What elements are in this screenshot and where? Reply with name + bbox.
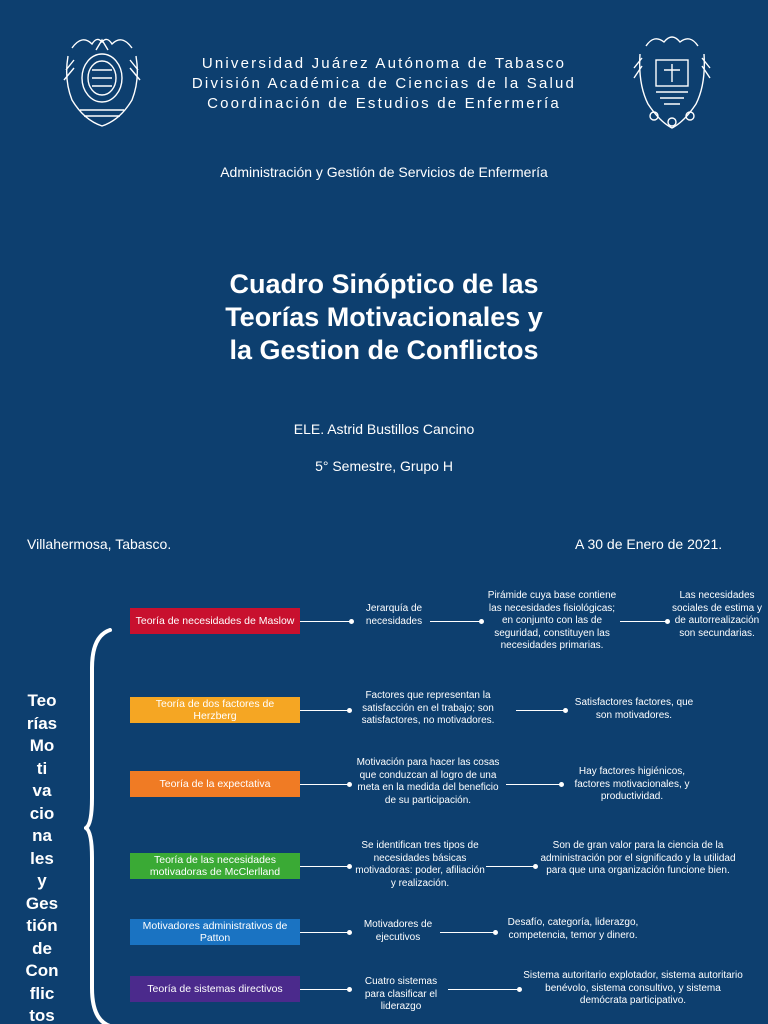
connector-line <box>620 621 668 622</box>
place-text: Villahermosa, Tabasco. <box>27 536 172 552</box>
document-title <box>0 268 768 367</box>
dacs-crest-icon <box>632 30 712 130</box>
university-crest-left <box>62 30 142 130</box>
coordination-name: Coordinación de Estudios de Enfermería <box>207 95 561 112</box>
maslow-col3: Pirámide cuya base contiene las necesidades fisiológicas; en conjunto con las de seguridad, constituyen las necesidades primarias. <box>487 590 617 652</box>
connector-line <box>506 784 562 785</box>
maslow-col4: Las necesidades sociales de estima y de autorrealización son secundarias. <box>671 590 763 639</box>
connector-line <box>516 710 566 711</box>
title-line-3: la Gestion de Conflictos <box>229 335 539 365</box>
connector-line <box>430 621 482 622</box>
expectativa-col2: Motivación para hacer las cosas que conduzcan al logro de una meta en la medida del beneficio de su participación. <box>356 757 500 806</box>
university-name: Universidad Juárez Autónoma de Tabasco <box>201 55 567 72</box>
semester-group: 5° Semestre, Grupo H <box>315 458 453 474</box>
sistemas-col2: Cuatro sistemas para clasificar el liderazgo <box>364 976 438 1013</box>
university-header <box>150 54 618 114</box>
division-name: División Académica de Ciencias de la Salud <box>191 75 577 92</box>
theory-box-expectativa: Teoría de la expectativa <box>130 771 300 797</box>
curly-brace-icon <box>84 628 114 1024</box>
connector-line <box>486 866 536 867</box>
connector-line <box>300 784 350 785</box>
herzberg-col3: Satisfactores factores, que son motivadores. <box>574 697 694 721</box>
theory-box-maslow: Teoría de necesidades de Maslow <box>130 608 300 634</box>
ujat-crest-icon <box>62 30 142 130</box>
theory-box-herzberg: Teoría de dos factores de Herzberg <box>130 697 300 723</box>
expectativa-col3: Hay factores higiénicos, factores motivacionales, y productividad. <box>574 766 690 803</box>
connector-dot <box>347 987 352 992</box>
connector-line <box>300 710 350 711</box>
course-name: Administración y Gestión de Servicios de Enfermería <box>220 164 548 180</box>
vertical-title: Teo rías Mo ti va cio na les y Ges tión de Con flic tos <box>25 691 59 1024</box>
mcclelland-col2: Se identifican tres tipos de necesidades básicas motivadoras: poder, afiliación y realización. <box>355 840 485 889</box>
theory-box-mcclelland: Teoría de las necesidades motivadoras de McClerlland <box>130 853 300 879</box>
author-name: ELE. Astrid Bustillos Cancino <box>293 421 475 437</box>
connector-dot <box>347 930 352 935</box>
patton-col3: Desafío, categoría, liderazgo, competencia, temor y dinero. <box>507 917 639 941</box>
title-line-2: Teorías Motivacionales y <box>225 302 543 332</box>
connector-line <box>448 989 520 990</box>
patton-col2: Motivadores de ejecutivos <box>363 919 433 943</box>
division-crest-right <box>632 30 712 130</box>
theory-box-patton: Motivadores administrativos de Patton <box>130 919 300 945</box>
connector-line <box>300 932 350 933</box>
date-text: A 30 de Enero de 2021. <box>575 536 723 552</box>
mcclelland-col3: Son de gran valor para la ciencia de la administración por el significado y la utilidad para que una organización funcione bien. <box>540 840 736 877</box>
maslow-col2: Jerarquía de necesidades <box>365 603 423 627</box>
connector-line <box>300 621 352 622</box>
connector-line <box>440 932 496 933</box>
connector-line <box>300 989 350 990</box>
connector-line <box>300 866 350 867</box>
sistemas-col3: Sistema autoritario explotador, sistema autoritario benévolo, sistema consultivo, y sistema demócrata participativo. <box>523 970 743 1007</box>
herzberg-col2: Factores que representan la satisfacción en el trabajo; son satisfactores, no motivadores. <box>361 690 495 727</box>
title-line-1: Cuadro Sinóptico de las <box>229 269 539 299</box>
theory-box-sistemas: Teoría de sistemas directivos <box>130 976 300 1002</box>
